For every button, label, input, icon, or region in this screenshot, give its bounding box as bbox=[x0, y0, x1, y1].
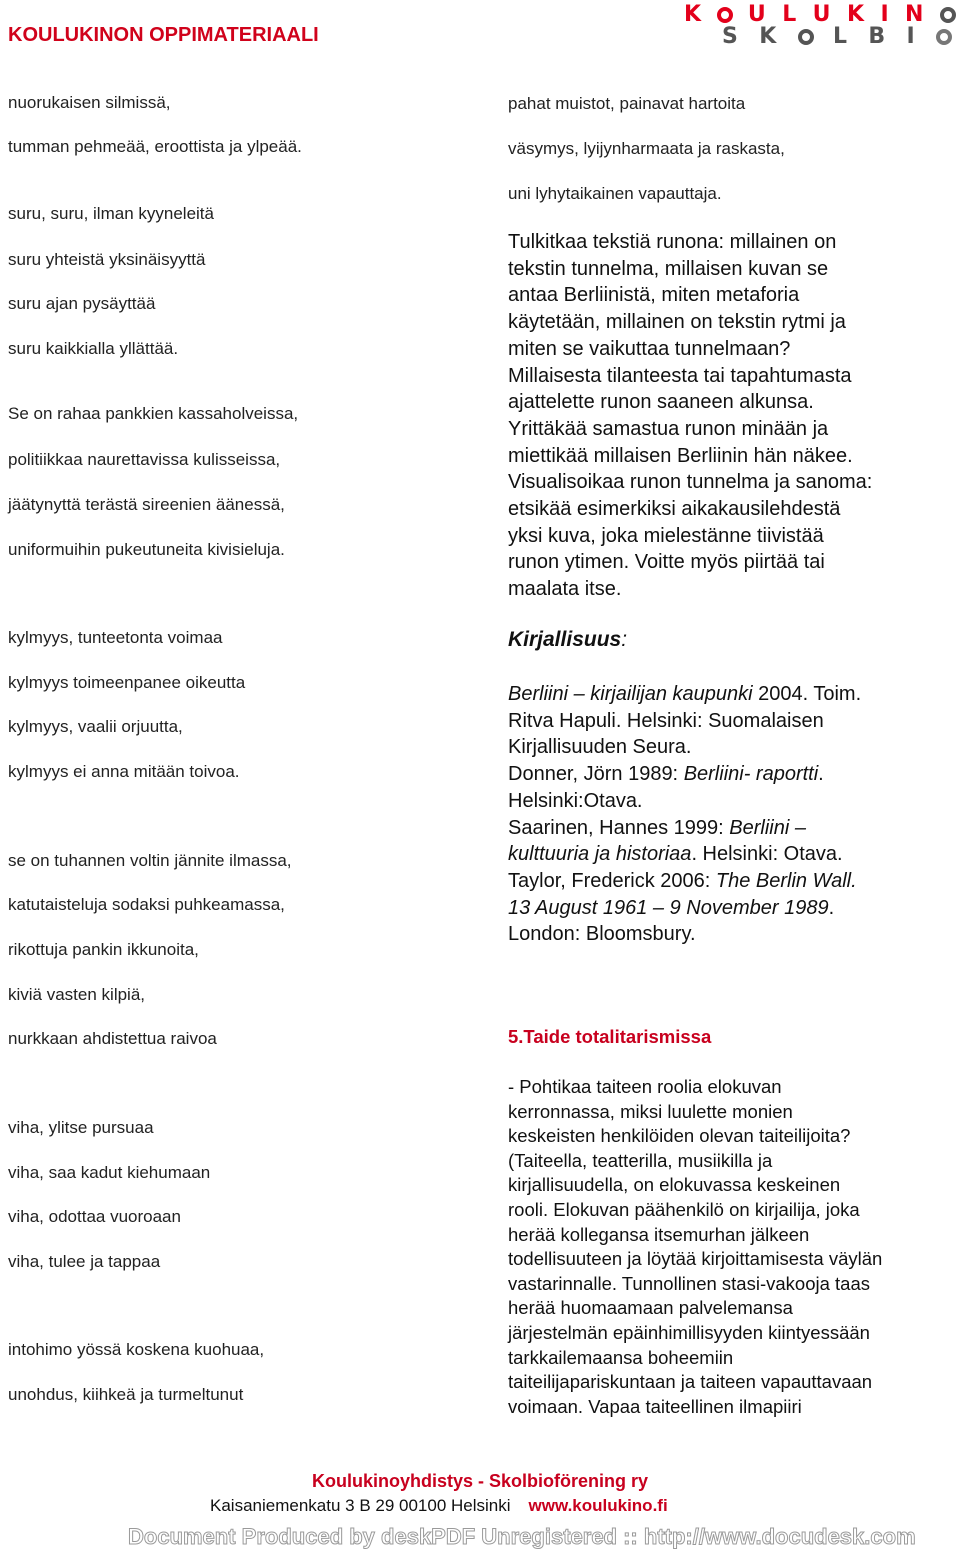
poem-line: viha, saa kadut kiehumaan bbox=[8, 1163, 211, 1182]
poem-line: väsymys, lyijynharmaata ja raskasta, bbox=[508, 139, 785, 158]
logo-row-koulukino: K U L U K I N bbox=[684, 4, 956, 26]
section-heading: 5.Taide totalitarismissa bbox=[508, 1026, 712, 1047]
footer-address: Kaisaniemenkatu 3 B 29 00100 Helsinki bbox=[210, 1496, 511, 1515]
logo-row-skolbio: S K L B I bbox=[722, 26, 952, 48]
poem-line: Se on rahaa pankkien kassaholveissa, bbox=[8, 404, 299, 423]
literature-entry: Berliini – kirjailijan kaupunki 2004. Toim. bbox=[508, 683, 862, 705]
poem-line: suru ajan pysäyttää bbox=[8, 294, 156, 313]
literature-entry: Donner, Jörn 1989: Berliini- raportti. bbox=[508, 763, 824, 786]
poem-line: kylmyys, vaalii orjuutta, bbox=[8, 717, 183, 736]
poem-line: politiikkaa naurettavissa kulisseissa, bbox=[8, 450, 281, 469]
poem-line: katutaisteluja sodaksi puhkeamassa, bbox=[8, 895, 285, 914]
footer-website-link[interactable]: www.koulukino.fi bbox=[528, 1496, 668, 1515]
poem-line: intohimo yössä koskena kuohuaa, bbox=[8, 1340, 265, 1359]
poem-line: kylmyys, tunteetonta voimaa bbox=[8, 628, 223, 647]
poem-line: rikottuja pankin ikkunoita, bbox=[8, 940, 199, 959]
literature-heading: Kirjallisuus: bbox=[508, 628, 628, 651]
footer-organization: Koulukinoyhdistys - Skolbioförening ry bbox=[311, 1471, 649, 1491]
logo-ring-o bbox=[717, 7, 733, 23]
poem-line: kylmyys toimeenpanee oikeutta bbox=[8, 673, 246, 692]
koulukino-logo bbox=[684, 4, 956, 48]
literature-list: Berliini – kirjailijan kaupunki 2004. Toim. Ritva Hapuli. Helsinki: Suomalaisen Kirjallisuuden Seura. Donner, Jörn 1989: Berliini- raportti. Helsinki:Otava. Saarinen, Hannes 1999: Berliini – kulttuuria ja historiaa. Helsinki: Otava. Taylor, Frederick 2006: The Berlin Wall. 13 August 1961 – 9 November 1989. London: Bloomsbury. bbox=[508, 681, 948, 948]
poem-line: kiviä vasten kilpiä, bbox=[8, 985, 146, 1004]
poem-line: pahat muistot, painavat hartoita bbox=[508, 94, 746, 113]
task-text: Tulkitkaa tekstiä runona: millainen on tekstin tunnelma, millaisen kuvan se antaa Berliinistä, miten metaforia käytetään, millainen on tekstin rytmi ja miten se vaikuttaa tunnelmaan? Millaisesta tilanteesta tai tapahtumasta ajattelette runon saaneen alkunsa. Yrittäkää samastua runon minään ja miettikää millaisen Berliinin hän näkee. Visualisoikaa runon tunnelma ja sanoma: etsikää esimerkiksi aikakausilehdestä yksi kuva, joka mielestänne tiivistää runon ytimen. Voitte myös piirtää tai maalata itse. bbox=[508, 231, 873, 601]
watermark-text: Document Produced by deskPDF Unregistered :: http://www.docudesk.com bbox=[128, 1524, 916, 1549]
poem-line: viha, odottaa vuoroaan bbox=[8, 1207, 181, 1226]
poem-line: suru yhteistä yksinäisyyttä bbox=[8, 250, 206, 269]
literature-entry: Taylor, Frederick 2006: The Berlin Wall. bbox=[508, 869, 857, 892]
poem-line: se on tuhannen voltin jännite ilmassa, bbox=[8, 851, 292, 870]
page-header-title: KOULUKINON OPPIMATERIAALI bbox=[8, 24, 319, 46]
poem-line: viha, ylitse pursuaa bbox=[8, 1118, 154, 1137]
poem-line: nurkkaan ahdistettua raivoa bbox=[8, 1029, 217, 1048]
poem-line: unohdus, kiihkeä ja turmeltunut bbox=[8, 1385, 244, 1404]
poem-line: uniformuihin pukeutuneita kivisieluja. bbox=[8, 540, 285, 559]
poem-line: kylmyys ei anna mitään toivoa. bbox=[8, 762, 240, 781]
poem-line: viha, tulee ja tappaa bbox=[8, 1252, 161, 1271]
section-body: - Pohtikaa taiteen roolia elokuvan kerronnassa, miksi luulette monien keskeisten henkilöiden olevan taiteilijoita? (Taiteella, teatterilla, musiikilla ja kirjallisuudella, on elokuvassa keskeinen rooli. Elokuvan päähenkilö on kirjailija, joka herää kollegansa itsemurhan jälkeen todellisuuteen ja löytää kirjoittamisesta väylän vastarinnalle. Tunnollinen stasi-vakooja taas herää huomaamaan palvelemansa järjestelmän epäinhimillisyyden kiintyessään tarkkailemaansa boheemiin taiteilijapariskuntaan ja taiteen vapauttavaan voimaan. Vapaa taiteellinen ilmapiiri bbox=[508, 1076, 883, 1417]
literature-entry: Saarinen, Hannes 1999: Berliini – bbox=[508, 816, 806, 839]
poem-line: jäätynyttä terästä sireenien äänessä, bbox=[8, 495, 285, 514]
footer-address-line bbox=[210, 1496, 668, 1516]
poem-line: uni lyhytaikainen vapauttaja. bbox=[508, 184, 722, 203]
poem-line: tumman pehmeää, eroottista ja ylpeää. bbox=[8, 137, 302, 156]
poem-line: suru, suru, ilman kyyneleitä bbox=[8, 204, 214, 223]
poem-line: suru kaikkialla yllättää. bbox=[8, 339, 179, 358]
poem-line: nuorukaisen silmissä, bbox=[8, 93, 171, 112]
